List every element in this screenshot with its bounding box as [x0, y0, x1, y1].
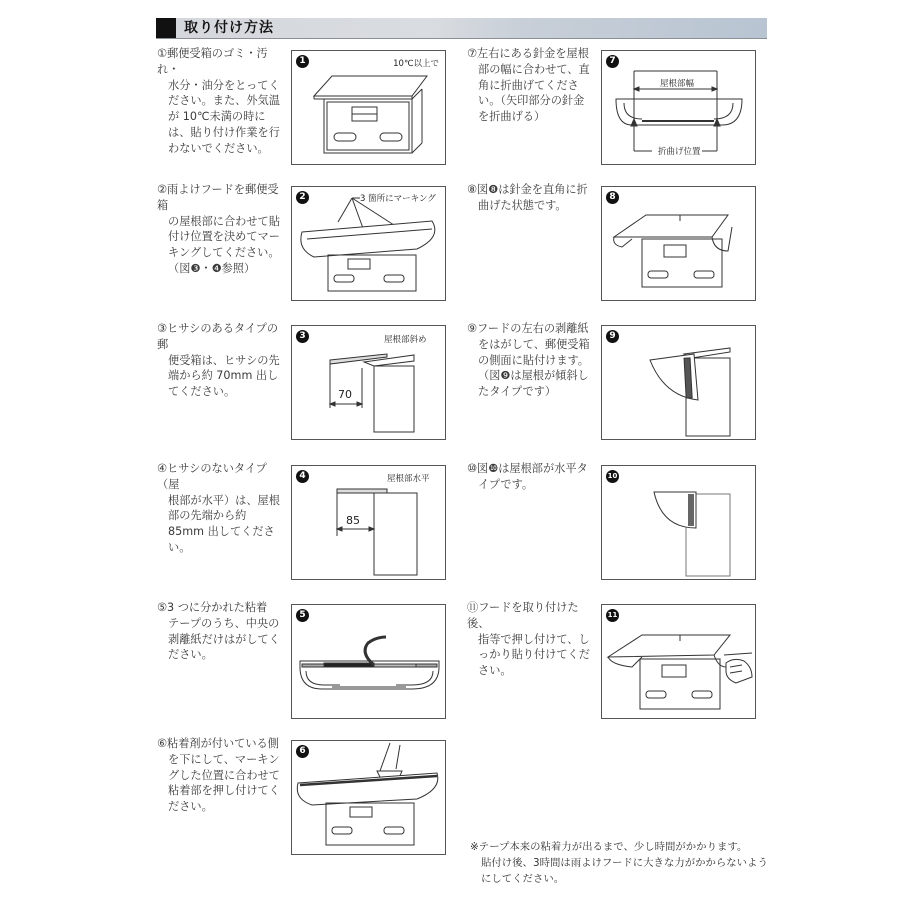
figure-6 — [291, 740, 446, 855]
finger-press-illustration — [602, 605, 755, 718]
step-5 — [157, 600, 457, 725]
figure-7 — [601, 50, 756, 165]
footnote-line-2: 貼付け後、3時間は雨よけフードに大きな力がかからないようにしてください。 — [481, 857, 768, 885]
dimension-85-label: 85 — [346, 514, 360, 527]
step-11-text: ⑪フードを取り付けた後、 指等で押し付けて、しっかり貼り付けてください。 — [467, 601, 590, 678]
figure-11 — [601, 604, 756, 719]
flat-roof-label: 屋根部水平 — [387, 474, 430, 484]
step-1 — [157, 46, 457, 171]
step-8-text: ⑧図❽は針金を直角に折 曲げた状態です。 — [467, 183, 588, 212]
figure-number-badge: 6 — [296, 745, 309, 758]
wire-bend-diagram — [602, 51, 755, 164]
step-7 — [467, 46, 767, 171]
step-9 — [467, 321, 767, 446]
mailbox-illustration — [292, 51, 445, 164]
figure-number-badge: 11 — [606, 609, 619, 622]
sloped-roof-diagram — [292, 326, 445, 439]
bent-hood-illustration — [602, 187, 755, 300]
marking-label: 3 箇所にマーキング — [360, 194, 436, 204]
step-5-text: ⑤3 つに分かれた粘着 テープのうち、中央の剥離紙だけはがしてください。 — [157, 601, 280, 662]
figure-10 — [601, 465, 756, 580]
figure-4 — [291, 465, 446, 580]
footnote — [470, 839, 770, 887]
step-9-text: ⑨フードの左右の剥離紙 をはがして、郵便受箱の側面に貼付けます。（図❾は屋根が傾斜したタイプです） — [467, 322, 590, 399]
figure-9 — [601, 325, 756, 440]
figure-2 — [291, 186, 446, 301]
step-10 — [467, 461, 767, 586]
figure-number-badge: 2 — [296, 191, 309, 204]
step-1-text: ①郵便受箱のゴミ・汚れ・ 水分・油分をとってください。また、外気温が 10℃未満の時には、貼り付け作業を行わないでください。 — [157, 47, 280, 155]
page-title: 取り付け方法 — [184, 20, 274, 36]
dimension-70-label: 70 — [338, 388, 352, 401]
figure-3 — [291, 325, 446, 440]
roof-width-label: 屋根部幅 — [660, 79, 695, 89]
step-4-text: ④ヒサシのないタイプ（屋 根部が水平）は、屋根部の先端から約 85mm 出してください。 — [157, 462, 280, 554]
figure-number-badge: 9 — [606, 330, 619, 343]
press-hood-illustration — [292, 741, 445, 854]
figure-5 — [291, 604, 446, 719]
figure-number-badge: 7 — [606, 55, 619, 68]
step-3-text: ③ヒサシのあるタイプの郵 便受箱は、ヒサシの先端から約 70mm 出してください。 — [157, 322, 280, 399]
step-6-text: ⑥粘着剤が付いている側 を下にして、マーキングした位置に合わせて粘着部を押し付けてください。 — [157, 737, 280, 814]
figure-number-badge: 4 — [296, 470, 309, 483]
figure-number-badge: 5 — [296, 609, 309, 622]
hood-marking-illustration — [292, 187, 445, 300]
step-4 — [157, 461, 457, 586]
step-7-text: ⑦左右にある針金を屋根 部の幅に合わせて、直角に折曲げてください。（矢印部分の針金を折曲げる） — [467, 47, 590, 124]
footnote-line-1: ※テープ本来の粘着力が出るまで、少し時間がかかります。 — [470, 841, 748, 853]
figure-8 — [601, 186, 756, 301]
step-2-text: ②雨よけフードを郵便受箱 の屋根部に合わせて貼付け位置を決めてマーキングしてください。（図❸・❹参照） — [157, 183, 280, 275]
figure-number-badge: 3 — [296, 330, 309, 343]
flat-roof-diagram — [292, 466, 445, 579]
step-8 — [467, 182, 767, 307]
sloped-roof-label: 屋根部斜め — [384, 335, 427, 345]
step-2 — [157, 182, 457, 307]
step-10-text: ⑩図❿は屋根部が水平タ イプです。 — [467, 462, 588, 491]
step-11 — [467, 600, 767, 725]
tape-peel-diagram — [292, 605, 445, 718]
figure-1 — [291, 50, 446, 165]
header-square-icon — [156, 18, 176, 38]
figure-number-badge: 1 — [296, 55, 309, 68]
side-attach-sloped-diagram — [602, 326, 755, 439]
figure-number-badge: 10 — [606, 470, 619, 483]
temperature-label: 10℃以上で — [393, 59, 439, 69]
step-6 — [157, 736, 457, 861]
bend-position-label: 折曲げ位置 — [658, 147, 701, 157]
section-header — [156, 18, 767, 39]
side-attach-flat-diagram — [602, 466, 755, 579]
step-3 — [157, 321, 457, 446]
figure-number-badge: 8 — [606, 191, 619, 204]
